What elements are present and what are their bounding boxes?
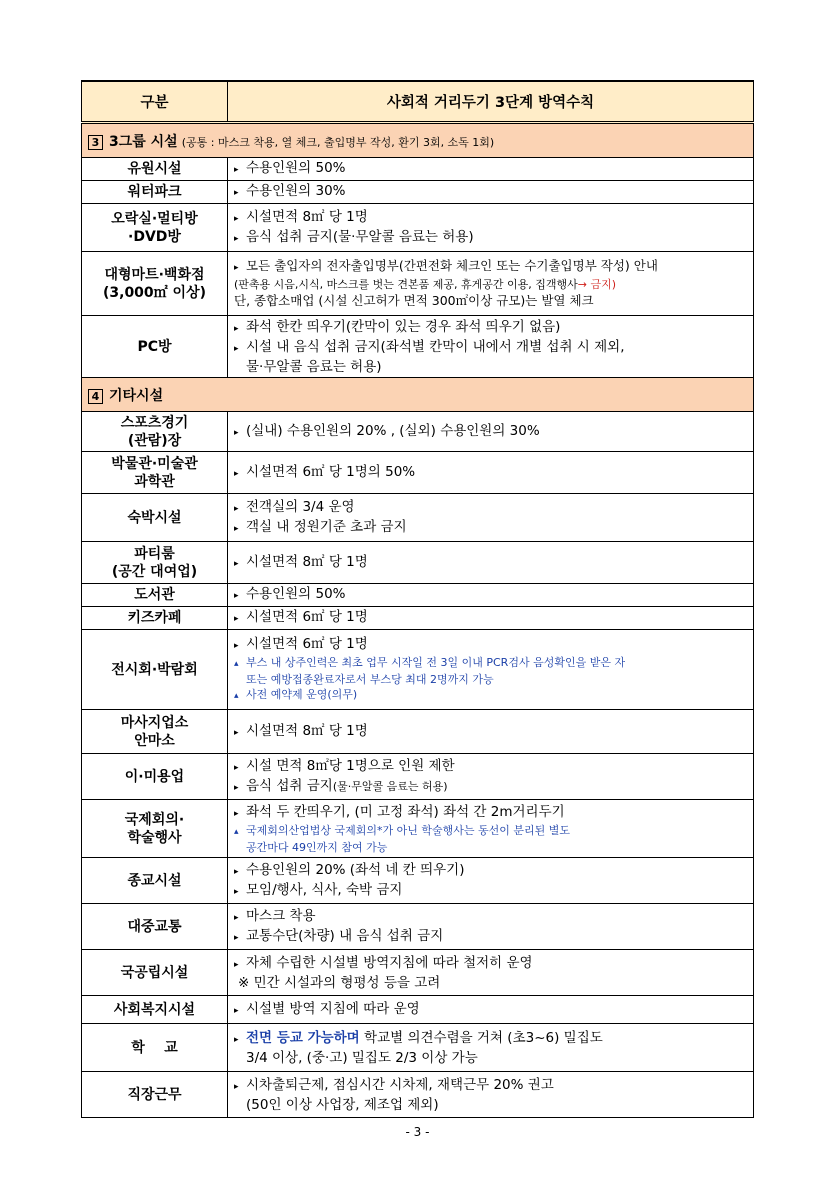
bullet-icon: ▸ [234,614,239,624]
bullet-icon: ▸ [234,558,239,569]
rule-text: 마스크 착용 [246,907,316,924]
table-row [82,904,754,950]
section-3-number: 3 [88,135,103,150]
category-line: (3,000㎡ 이상) [102,284,206,301]
rule-text: 시설별 방역 지침에 따라 운영 [246,1000,420,1017]
rule-text: 음식 섭취 금지 [246,777,333,794]
bullet-icon: ▸ [234,866,239,877]
category-cell: 학 교 [82,1024,228,1072]
category-line: 박물관·미술관 [111,455,198,472]
bullet-icon: ▸ [234,343,239,354]
category-line: 과학관 [134,473,175,490]
category-line: 파티룸 [134,545,175,562]
bullet-icon: ▸ [234,808,239,819]
rule-text: 학교별 의견수렴을 거쳐 (초3~6) 밀집도 [359,1029,603,1046]
rule-text: (판촉용 시음,시식, 마스크를 벗는 견본품 제공, 휴게공간 이용, 집객행사 [234,278,578,291]
category-line: 마사지업소 [120,714,189,731]
table-row [82,1072,754,1118]
rule-text: 물·무알콜 음료는 허용) [246,358,382,375]
rule-text: 시설면적 8㎡ 당 1명 [246,553,368,570]
table-row [82,584,754,607]
category-cell: 유원시설 [82,158,228,181]
category-line: 학술행사 [127,829,182,846]
table-row [82,950,754,996]
table-row [82,754,754,800]
rule-text: 수용인원의 50% [246,160,346,176]
table-row [82,607,754,630]
bullet-icon: ▸ [234,213,239,224]
table-row [82,181,754,204]
table-row [82,1024,754,1072]
table-row [82,710,754,754]
rule-text: 시설면적 8㎡ 당 1명 [246,208,368,225]
table-row [82,494,754,542]
category-cell [82,542,228,584]
section-4-title: 기타시설 [109,387,164,404]
table-row [82,452,754,494]
rule-text: 수용인원의 20% (좌석 네 칸 띄우기) [246,861,465,878]
rule-text: 시차출퇴근제, 점심시간 시차제, 재택근무 20% 권고 [246,1076,554,1093]
rule-text-arrow: → 금지) [577,278,617,291]
category-line: 안마소 [134,732,175,749]
bullet-icon: ▸ [234,1081,239,1092]
page-number: - 3 - [405,1125,430,1139]
category-cell: 숙박시설 [82,494,228,542]
bullet-icon: ▸ [234,523,239,534]
table-row [82,158,754,181]
bullet-icon: ▸ [234,1034,239,1045]
bullet-icon: ▸ [234,912,239,923]
category-cell: 도서관 [82,584,228,607]
category-cell [82,452,228,494]
rule-text: 객실 내 정원기준 초과 금지 [246,518,407,535]
table-row [82,412,754,452]
table-row [82,316,754,378]
category-cell: 사회복지시설 [82,996,228,1024]
rule-text: 모든 출입자의 전자출입명부(간편전화 체크인 또는 수기출입명부 작성) 안내 [246,258,658,273]
category-cell [82,204,228,252]
bullet-icon: ▸ [234,503,239,514]
small-triangle-icon: ▴ [234,659,239,669]
rule-text: 좌석 한칸 띄우기(칸막이 있는 경우 좌석 띄우기 없음) [246,318,561,335]
bullet-icon: ▸ [234,641,239,651]
rule-text: 단, 종합소매업 (시설 신고허가 면적 300㎡이상 규모)는 발열 체크 [234,293,594,308]
table-row [82,996,754,1024]
header-col-rules: 사회적 거리두기 3단계 방역수칙 [228,81,754,123]
bullet-icon: ▸ [234,959,239,970]
bullet-icon: ▸ [234,1005,239,1016]
table-row [82,630,754,710]
table-row [82,542,754,584]
rule-text: 좌석 두 칸띄우기, (미 고정 좌석) 좌석 간 2m거리두기 [246,803,565,820]
category-line: 국제회의· [124,811,185,828]
bullet-icon: ▸ [234,932,239,943]
category-line: (공간 대여업) [111,563,198,580]
bullet-icon: ▸ [234,233,239,244]
bullet-icon: ▸ [234,468,239,479]
rule-text: 또는 예방접종완료자로서 부스당 최대 2명까지 가능 [246,673,494,686]
rule-text: 음식 섭취 금지(물·무알콜 음료는 허용) [246,228,474,245]
table-row [82,252,754,316]
rule-text: 수용인원의 30% [246,183,346,199]
category-cell: 국공립시설 [82,950,228,996]
rule-text: 국제회의산업법상 국제회의*가 아닌 학술행사는 동선이 분리된 별도 [246,823,571,837]
bullet-icon: ▸ [234,591,239,601]
rule-text: 모임/행사, 식사, 숙박 금지 [246,881,403,898]
bullet-icon: ▸ [234,762,239,773]
category-line: 스포츠경기 [120,414,189,431]
rule-text-note: (물·무알콜 음료는 허용) [332,779,448,793]
rule-text: 시설면적 6㎡ 당 1명 [246,609,368,625]
bullet-icon: ▸ [234,263,239,273]
bullet-icon: ▸ [234,323,239,334]
bullet-icon: ▸ [234,188,239,198]
rule-text: 수용인원의 50% [246,586,346,602]
category-cell: 전시회·박람회 [82,630,228,710]
category-cell [82,710,228,754]
header-col-category: 구분 [82,81,228,123]
rule-text: 사전 예약제 운영(의무) [246,688,358,701]
rule-text: 3/4 이상, (중·고) 밀집도 2/3 이상 가능 [246,1049,478,1066]
rule-text: 전객실의 3/4 운영 [246,498,355,515]
rule-text: 시설면적 8㎡ 당 1명 [246,722,368,739]
rule-text: 교통수단(차량) 내 음식 섭취 금지 [246,927,444,944]
small-triangle-icon: ▴ [234,826,239,837]
category-line: 대형마트·백화점 [104,266,205,283]
section-3-note: (공통 : 마스크 착용, 열 체크, 출입명부 작성, 환기 3회, 소독 1회) [181,135,495,149]
rule-text: 시설 면적 8㎡당 1명으로 인원 제한 [246,757,455,774]
category-line: 오락실·멀티방 [111,210,198,227]
bullet-icon: ▸ [234,727,239,738]
rule-text: ※ 민간 시설과의 형평성 등을 고려 [238,974,441,991]
section-4-row [82,378,754,412]
category-cell: 워터파크 [82,181,228,204]
category-cell: 대중교통 [82,904,228,950]
rule-text-highlight: 전면 등교 가능하며 [246,1029,360,1046]
category-cell [82,800,228,858]
rule-text: (50인 이상 사업장, 제조업 제외) [246,1096,439,1113]
rule-text: 시설 내 음식 섭취 금지(좌석별 칸막이 내에서 개별 섭취 시 제외, [246,338,625,355]
table-row [82,204,754,252]
bullet-icon: ▸ [234,782,239,793]
section-3-title: 3그룹 시설 [109,133,178,150]
rule-text: 공간마다 49인까지 참여 가능 [246,840,388,854]
category-line: (관람)장 [127,432,182,449]
rule-text: 자체 수립한 시설별 방역지침에 따라 철저히 운영 [246,954,533,971]
bullet-icon: ▸ [234,165,239,175]
section-4-number: 4 [88,389,103,404]
bullet-icon: ▸ [234,886,239,897]
category-cell: 키즈카페 [82,607,228,630]
rule-text: 시설면적 6㎡ 당 1명의 50% [246,463,416,480]
rule-text: 부스 내 상주인력은 최초 업무 시작일 전 3일 이내 PCR검사 음성확인을 받은 자 [246,656,626,669]
category-cell: PC방 [82,316,228,378]
bullet-icon: ▸ [234,427,239,438]
category-cell: 종교시설 [82,858,228,904]
category-cell [82,412,228,452]
table-row [82,858,754,904]
category-line: ·DVD방 [128,228,181,245]
section-3-row [82,123,754,158]
rule-text: 시설면적 6㎡ 당 1명 [246,636,368,652]
category-cell: 직장근무 [82,1072,228,1118]
table-row [82,800,754,858]
rules-table [81,80,754,1118]
small-triangle-icon: ▴ [234,691,239,701]
category-cell [82,252,228,316]
category-cell: 이·미용업 [82,754,228,800]
table-header [82,81,754,123]
rule-text: (실내) 수용인원의 20% , (실외) 수용인원의 30% [246,422,540,439]
